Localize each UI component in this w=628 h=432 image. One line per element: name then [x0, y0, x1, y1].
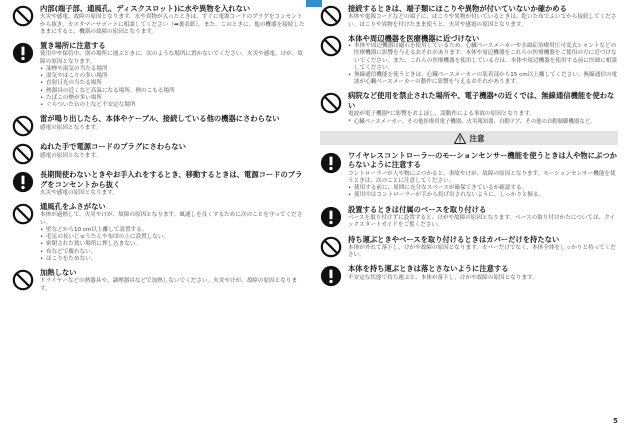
safety-item [320, 34, 618, 87]
item-title: 雷が鳴り出したら、本体やケーブル、接続している他の機器にさわらない [40, 114, 280, 124]
page-number: 5 [613, 417, 618, 425]
mandatory-action-icon [320, 206, 342, 228]
item-title: 本体を持ち運ぶときは落とさないように注意する [348, 264, 509, 274]
safety-item [320, 264, 618, 287]
mandatory-action-icon [320, 265, 342, 287]
footnote: * 心臓ペースメーカー、その他医療用電子機器、火災報知器、自動ドア、その他の自動制御機器など。 [348, 119, 618, 126]
safety-item [320, 235, 618, 260]
item-title: 加熱しない [40, 268, 77, 278]
safety-item [12, 142, 306, 165]
item-description: ベースを取り付けずに設置すると、けがや故障の原因となります。ベースの取り付けかたについては、クイックスタートガイドをご覧ください。 [348, 214, 616, 229]
item-title: ワイヤレスコントローラーのモーションセンサー機能を使うときは人や物にぶつからないように注意する [348, 151, 617, 170]
mandatory-action-icon [12, 171, 34, 193]
item-title: 接続するときは、端子類にほこりや異物が付いていないか確かめる [348, 4, 567, 13]
mandatory-action-icon [12, 42, 34, 64]
safety-item [12, 4, 306, 36]
bullet-item: • 油煙や湯気の当たる場所 [40, 66, 306, 73]
prohibition-icon [320, 35, 342, 57]
prohibition-icon [320, 92, 342, 114]
item-description: 本体が過熱して、火災やけが、故障の原因となります。風通しを良くするために次のことを守ってください。 [40, 212, 303, 226]
prohibition-icon [12, 143, 34, 165]
safety-item [320, 205, 618, 230]
bullet-item: • 使用する前に、周囲に充分なスペースが確保できているか確認する。 [348, 185, 618, 192]
prohibition-icon [320, 236, 342, 258]
bullet-item: • 本体や周辺機器は磁石を使用しているため、心臓ペースメーカーや水頭症治療用圧可変式シャントなどの医療機器に影響を与えるおそれがあります。本体や周辺機器をこれらの医療機器をご使用の方に近づけないでください。また、これらの医療機器を使用している方は、本体や周辺機器を使用する前に医師に相談してください。 [348, 43, 618, 72]
prohibition-icon [12, 269, 34, 291]
item-description: 使用中や保管中、別の場所に運ぶときに、次のような場所に置かないでください。火災や感電、けが、故障の原因となります。 [40, 51, 303, 65]
bullet-item: • ぐらついた台の上など不安定な場所 [40, 102, 306, 109]
bullet-item: • ほこりをためない。 [40, 256, 306, 263]
bullet-item: • 密閉された狭い場所に押し込まない。 [40, 241, 306, 248]
left-column [12, 4, 306, 298]
bullet-item: • 熱器具の近くなど高温になる場所、熱のこもる場所 [40, 88, 306, 95]
safety-item [12, 268, 306, 293]
bullet-item: • 無線通信機能を使うときは、心臓ペースメーカーの装着部から15 cm以上離してください。無線通信の電波が心臓ペースメーカーの動作に影響を与えるおそれがあります。 [348, 72, 618, 86]
caution-section [320, 151, 618, 287]
mandatory-action-icon [320, 152, 342, 174]
item-description: 感電の原因となります。 [40, 124, 102, 131]
bullet-item: • たばこの煙が多い場所 [40, 95, 306, 102]
item-title: 通風孔をふさがない [40, 202, 106, 212]
safety-item [320, 151, 618, 200]
item-title: ぬれた手で電源コードのプラグにさわらない [40, 142, 186, 152]
caution-label: 注意 [469, 133, 485, 143]
bullet-item: • 使用中はコントローラーが手から投げ出されないように、しっかりと握る。 [348, 192, 618, 199]
item-description: 本体が外れて落下し、けがや故障の原因となります。カバーだけでなく、本体全体をしっかりと持ってください。 [348, 244, 616, 259]
item-description: 火災や感電の原因となります。 [40, 189, 118, 196]
item-title: 置き場所に注意する [40, 41, 106, 51]
caution-heading [320, 131, 618, 145]
bullet-item: • 直射日光の当たる場所 [40, 80, 306, 87]
safety-item [12, 202, 306, 263]
bullet-item: • 湿気やほこりの多い場所 [40, 73, 306, 80]
prohibition-icon [12, 5, 34, 27]
item-title: 病院など使用を禁止された場所や、電子機器*の近くでは、無線通信機能を使わない [348, 91, 615, 110]
item-title: 本体や周辺機器を医療機器に近づけない [348, 33, 480, 43]
bullet-item: • 毛足の長いじゅうたんや布団の上に設置しない。 [40, 234, 306, 241]
item-title: 設置するときは付属のベースを取り付ける [348, 204, 487, 214]
safety-item [12, 41, 306, 109]
item-description: 電波が電子機器*に影響をおよぼし、誤動作による事故の原因となります。 [348, 111, 535, 117]
item-title: 内部(端子部、通風孔、ディスクスロット)に水や異物を入れない [40, 4, 251, 13]
item-title: 持ち運ぶときやベースを取り付けるときはカバーだけを持たない [348, 234, 560, 244]
safety-item [12, 114, 306, 137]
bullet-item: • 布などで覆わない。 [40, 249, 306, 256]
right-column [320, 4, 618, 292]
bullet-item: • 壁などから10 cm以上離して設置する。 [40, 227, 306, 234]
caution-triangle-icon [454, 133, 466, 144]
prohibition-icon [12, 115, 34, 137]
prohibition-icon [12, 203, 34, 225]
safety-item [12, 170, 306, 197]
item-description: 本体や電源コードなどの端子に、ほこりや異物が付いているときは、乾いた布でふいてから接続してください。ほこりや異物を付けたまま使うと、火災や感電の原因となります。 [348, 14, 617, 28]
safety-item [320, 91, 618, 126]
item-description: ドライヤーなどの熱器具や、調理器具などで加熱しないでください。火災やけが、故障の原因となります。 [40, 278, 298, 292]
item-title: 長期間使わないときやお手入れをするとき、移動するときは、電源コードのプラグをコンセントから抜く [40, 170, 303, 189]
warning-section [320, 4, 618, 126]
item-description: 不安定な状態で持ち運ぶと、本体が落下し、けがや故障の原因となります。 [348, 274, 538, 281]
item-description: 感電の原因となります。 [40, 152, 102, 159]
prohibition-icon [320, 5, 342, 27]
item-description: コントローラーが人や物にぶつかると、事故やけが、故障の原因となります。モーションセンサー機能を使うときは、次のことに注意してください。 [348, 170, 616, 184]
safety-item [320, 4, 618, 29]
item-description: 火災や感電、故障の原因となります。水や異物が入ったときは、すぐに電源コードのプラグをコンセントから抜き、カスタマーサポートに相談してください（➡裏表紙）。また、このときに、他の機器を接続したままにすると、機器の故障の原因となります。 [40, 14, 305, 35]
